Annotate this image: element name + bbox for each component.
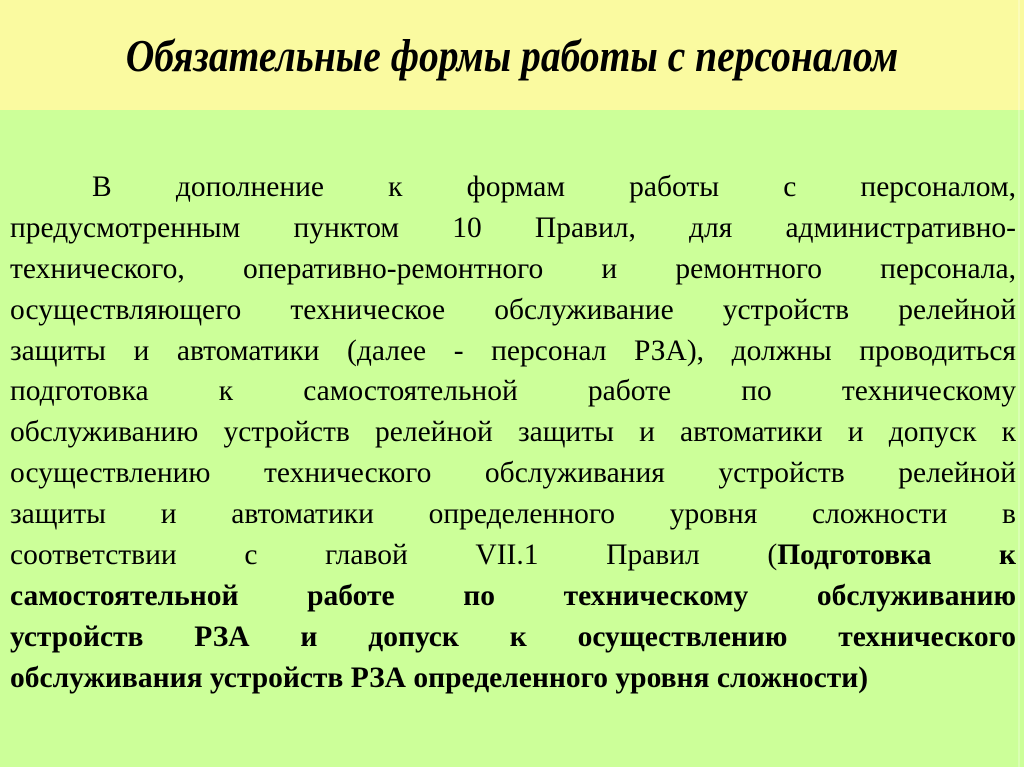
slide-header	[0, 0, 1024, 110]
regular-text: соответствии с главой VII.1 Правил (	[10, 539, 778, 572]
paragraph-line: В дополнение к формам работы с персоналом,	[92, 171, 1016, 203]
paragraph-line: осуществляющего техническое обслуживание устройств релейной	[10, 293, 1016, 326]
paragraph-line: предусмотренным пунктом 10 Правил, для административно-	[10, 211, 1016, 244]
paragraph-line: защиты и автоматики определенного уровня сложности в	[10, 498, 1016, 531]
body-paragraph	[10, 167, 1016, 699]
paragraph-line-bold: самостоятельной работе по техническому обслуживанию	[10, 579, 1016, 612]
paragraph-line: подготовка к самостоятельной работе по техническому	[10, 375, 1016, 408]
paragraph-line: технического, оперативно-ремонтного и ремонтного персонала,	[10, 252, 1016, 285]
paragraph-line: обслуживанию устройств релейной защиты и автоматики и допуск к	[10, 416, 1016, 449]
paragraph-line-bold: устройств РЗА и допуск к осуществлению технического	[10, 620, 1016, 653]
paragraph-line-mixed	[10, 535, 1016, 576]
paragraph-line-bold: обслуживания устройств РЗА определенного уровня сложности)	[10, 661, 869, 694]
slide-title: Обязательные формы работы с персоналом	[125, 30, 899, 81]
bold-text: Подготовка к	[777, 539, 1016, 572]
slide-edge-divider	[1018, 0, 1020, 767]
paragraph-line: осуществлению технического обслуживания устройств релейной	[10, 457, 1016, 490]
paragraph-line: защиты и автоматики (далее - персонал РЗА), должны проводиться	[10, 334, 1016, 367]
